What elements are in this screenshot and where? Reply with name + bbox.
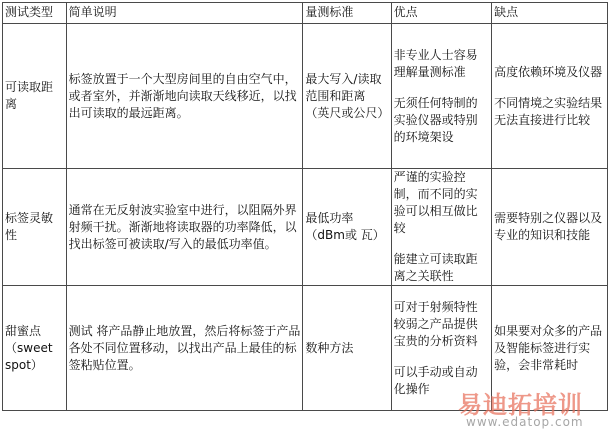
pro-item: 严谨的实验控制，而不同的实验可以相互做比较 xyxy=(393,170,478,235)
pro-item: 非专业人士容易理解量测标准 xyxy=(393,47,478,79)
pro-item: 可以手动或自动化操作 xyxy=(393,364,478,396)
cons-cell xyxy=(492,24,608,169)
metric-cell: 最大写入/读取范围和距离（英尺或公尺） xyxy=(303,24,391,169)
header-pros: 优点 xyxy=(391,3,491,24)
header-cons: 缺点 xyxy=(492,3,608,24)
cons-cell xyxy=(492,286,608,411)
pros-cell xyxy=(391,24,491,169)
header-metric: 量测标准 xyxy=(303,3,391,24)
header-test-type: 测试类型 xyxy=(3,3,67,24)
metric-cell: 数种方法 xyxy=(303,286,391,411)
comparison-table xyxy=(2,2,608,411)
test-type-cell: 可读取距离 xyxy=(3,24,67,169)
description-cell: 测试 将产品静止地放置，然后将标签于产品各处不同位置移动，以找出产品上最佳的标签粘贴位置。 xyxy=(66,286,303,411)
watermark-logo-text: 易迪拓培训 xyxy=(458,391,583,419)
test-type-cell: 标签灵敏性 xyxy=(3,169,67,286)
con-item: 如果要对众多的产品及智能标签进行实验，会非常耗时 xyxy=(494,323,603,372)
table-row xyxy=(3,169,608,286)
description-cell: 通常在无反射波实验室中进行，以阻隔外界射频干扰。渐渐地将读取器的功率降低，以找出标签可被读取/写入的最低功率值。 xyxy=(66,169,303,286)
pros-cell xyxy=(391,169,491,286)
cons-cell xyxy=(492,169,608,286)
pros-cell xyxy=(391,286,491,411)
con-item: 不同情境之实验结果无法直接进行比较 xyxy=(494,95,603,127)
pro-item: 能建立可读取距离之关联性 xyxy=(393,252,478,283)
con-item: 高度依赖环境及仪器 xyxy=(494,64,603,79)
metric-cell: 最低功率（dBm或 瓦） xyxy=(303,169,391,286)
table-header-row xyxy=(3,3,608,24)
pro-item: 可对于射频特性较弱之产品提供宝贵的分析资料 xyxy=(393,299,478,348)
test-type-cell: 甜蜜点（sweet spot） xyxy=(3,286,67,411)
header-description: 简单说明 xyxy=(66,3,303,24)
table-row xyxy=(3,24,608,169)
description-cell: 标签放置于一个大型房间里的自由空气中，或者室外，并渐渐地向读取天线移近，以找出可读取的最远距离。 xyxy=(66,24,303,169)
con-item: 需要特别之仪器以及专业的知识和技能 xyxy=(494,211,603,242)
table-row xyxy=(3,286,608,411)
pro-item: 无须任何特制的实验仪器或特别的环境架设 xyxy=(393,95,478,144)
watermark-url: www.edatop.com xyxy=(466,415,584,429)
